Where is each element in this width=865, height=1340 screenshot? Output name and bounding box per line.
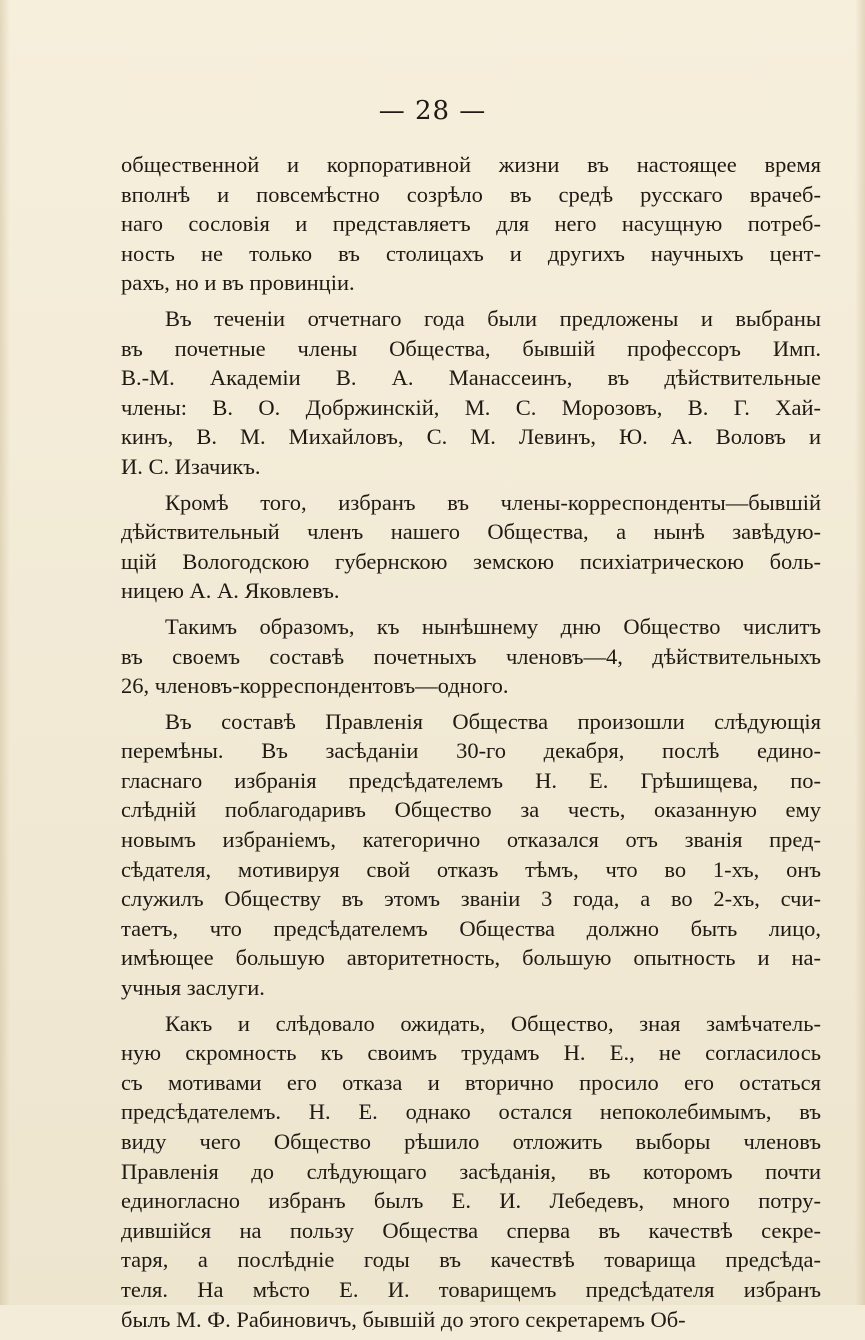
text-line: имѣющее большую авторитетность, большую опытность и на- bbox=[121, 945, 821, 971]
text-line: виду чего Общество рѣшило отложить выборы членовъ bbox=[121, 1129, 821, 1154]
paragraph bbox=[121, 304, 821, 482]
text-line: вполнѣ и повсемѣстно созрѣло въ средѣ русскаго врачеб- bbox=[121, 181, 821, 207]
text-line: Въ теченіи отчетнаго года были предложены и выбраны bbox=[165, 305, 821, 331]
paragraph bbox=[121, 1009, 821, 1335]
text-line: Кромѣ того, избранъ въ члены-корреспонденты—бывшій bbox=[165, 489, 821, 515]
text-line: ницею А. А. Яковлевъ. bbox=[121, 578, 340, 604]
text-line: теля. На мѣсто Е. И. товарищемъ предсѣдателя избранъ bbox=[121, 1276, 821, 1302]
page-edge-right bbox=[855, 0, 865, 1305]
text-line: новымъ избраніемъ, категорично отказался отъ званія пред- bbox=[121, 827, 821, 853]
text-line: предсѣдателемъ. Н. Е. однако остался непоколебимымъ, въ bbox=[121, 1099, 821, 1125]
text-line: члены: В. О. Добржинскій, М. С. Морозовъ, В. Г. Хай- bbox=[121, 394, 821, 420]
text-line: перемѣны. Въ засѣданіи 30-го декабря, послѣ едино- bbox=[121, 738, 821, 764]
text-line: дившійся на пользу Общества сперва въ качествѣ секре- bbox=[121, 1217, 821, 1243]
text-line: таря, а послѣдніе годы въ качествѣ товарища предсѣда- bbox=[121, 1247, 821, 1273]
page-number: — 28 — bbox=[378, 96, 487, 126]
text-line: единогласно избранъ былъ Е. И. Лебедевъ, много потру- bbox=[121, 1188, 821, 1214]
text-line: слѣдній поблагодаривъ Общество за честь, оказанную ему bbox=[121, 797, 821, 823]
text-line: Такимъ образомъ, къ нынѣшнему дню Общество числитъ bbox=[165, 613, 821, 639]
text-line: наго сословія и представляетъ для него насущную потреб- bbox=[121, 211, 821, 237]
text-line: сѣдателя, мотивируя свой отказъ тѣмъ, что во 1-хъ, онъ bbox=[121, 856, 821, 882]
text-line: И. С. Изачикъ. bbox=[121, 453, 261, 479]
text-line: Въ составѣ Правленія Общества произошли слѣдующія bbox=[165, 708, 821, 734]
text-line: рахъ, но и въ провинціи. bbox=[121, 270, 355, 296]
text-line: въ своемъ составѣ почетныхъ членовъ—4, дѣйствительныхъ bbox=[121, 643, 821, 669]
text-line: въ почетные члены Общества, бывшій профессоръ Имп. bbox=[121, 335, 821, 361]
paragraph bbox=[121, 488, 821, 606]
text-line: гласнаго избранія предсѣдателемъ Н. Е. Грѣшищева, по- bbox=[121, 767, 821, 793]
text-line: 26, членовъ-корреспондентовъ—одного. bbox=[121, 673, 509, 699]
text-line: дѣйствительный членъ нашего Общества, а нынѣ завѣдую- bbox=[121, 519, 821, 545]
text-line: служилъ Обществу въ этомъ званіи 3 года, а во 2-хъ, счи- bbox=[121, 886, 821, 912]
text-line: учныя заслуги. bbox=[121, 975, 265, 1001]
text-line: щій Вологодскою губернскою земскою психіатрическою боль- bbox=[121, 548, 821, 574]
text-line: таетъ, что предсѣдателемъ Общества должно быть лицо, bbox=[121, 915, 821, 941]
text-line: Какъ и слѣдовало ожидать, Общество, зная замѣчатель- bbox=[165, 1010, 821, 1036]
text-line: съ мотивами его отказа и вторично просило его остаться bbox=[121, 1069, 821, 1095]
paragraph bbox=[121, 150, 821, 298]
body-text bbox=[121, 150, 821, 1340]
text-line: общественной и корпоративной жизни въ настоящее время bbox=[121, 152, 821, 177]
paragraph bbox=[121, 612, 821, 701]
text-line: Правленія до слѣдующаго засѣданія, въ которомъ почти bbox=[121, 1158, 821, 1184]
paragraph bbox=[121, 707, 821, 1003]
text-line: кинъ, В. М. Михайловъ, С. М. Левинъ, Ю. А. Воловъ и bbox=[121, 424, 821, 450]
text-line: ную скромность къ своимъ трудамъ Н. Е., не согласилось bbox=[121, 1040, 821, 1066]
page-edge-left bbox=[0, 0, 10, 1305]
text-line: ность не только въ столицахъ и другихъ научныхъ цент- bbox=[121, 240, 821, 266]
text-line: былъ М. Ф. Рабиновичъ, бывшій до этого секретаремъ Об- bbox=[121, 1306, 686, 1332]
text-line: В.-М. Академіи В. А. Манассеинъ, въ дѣйствительные bbox=[121, 365, 821, 391]
